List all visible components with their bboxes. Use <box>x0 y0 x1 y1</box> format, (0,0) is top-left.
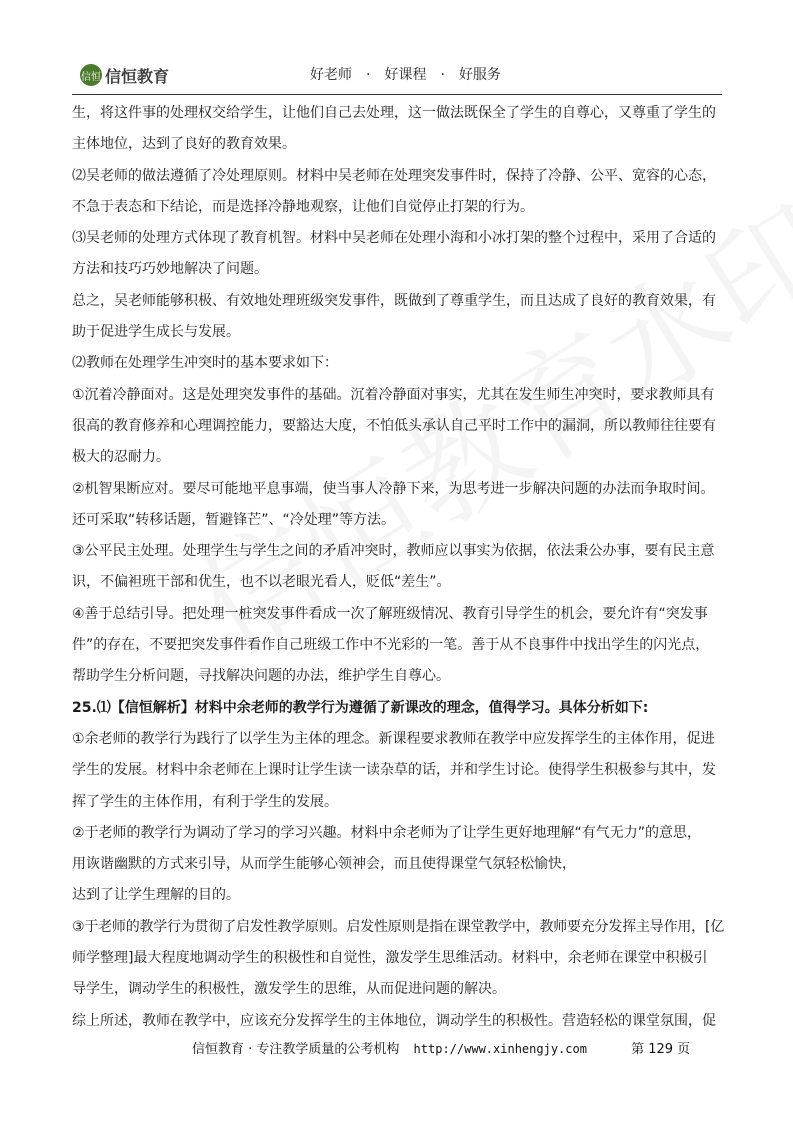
text-line: 帮助学生分析问题，寻找解决问题的办法，维护学生自尊心。 <box>72 668 450 685</box>
text-line: ⑵教师在处理学生冲突时的基本要求如下： <box>72 355 338 372</box>
text-line: 生，将这件事的处理权交给学生，让他们自己去处理，这一做法既保全了学生的自尊心，又尊重了学生的 <box>72 105 716 121</box>
text-line: 总之，吴老师能够积极、有效地处理班级突发事件，既做到了尊重学生，而且达成了良好的教育效果，有 <box>72 292 716 309</box>
text-line: ③公平民主处理。处理学生与学生之间的矛盾冲突时，教师应以事实为依据，依法秉公办事，要有民主意 <box>72 543 715 560</box>
question-heading: 25.⑴【信恒解析】材料中余老师的教学行为遵循了新课改的理念，值得学习。具体分析如下: <box>72 699 649 716</box>
text-line: ②于老师的教学行为调动了学习的学习兴趣。材料中余老师为了让学生更好地理解“有气无力”的意思， <box>72 824 702 841</box>
document-body <box>72 98 724 1037</box>
text-line: 不急于表态和下结论，而是选择冷静地观察，让他们自觉停止打架的行为。 <box>72 198 534 215</box>
text-line: ①余老师的教学行为践行了以学生为主体的理念。新课程要求教师在教学中应发挥学生的主体作用，促进 <box>72 730 715 747</box>
text-line: 方法和技巧巧妙地解决了问题。 <box>72 261 268 278</box>
footer-url-link[interactable]: http://www.xinhengjy.com <box>413 1042 587 1056</box>
text-line: ③于老师的教学行为贯彻了启发性教学原则。启发性原则是指在课堂教学中，教师要充分发挥主导作用，[亿 <box>72 918 725 935</box>
text-line: 极大的忍耐力。 <box>72 449 170 466</box>
text-line: ②机智果断应对。要尽可能地平息事端，使当事人冷静下来，为思考进一步解决问题的办法而争取时间。 <box>72 480 715 497</box>
text-line: 导学生，调动学生的积极性，激发学生的思维，从而促进问题的解决。 <box>72 981 506 998</box>
text-line: 综上所述，教师在教学中，应该充分发挥学生的主体地位，调动学生的积极性。营造轻松的课堂氛围，促 <box>72 1012 716 1029</box>
logo-icon: 信恒 <box>80 64 102 86</box>
text-line: 还可采取“转移话题，暂避锋芒”、“冷处理”等方法。 <box>72 511 396 528</box>
text-line: 师学整理]最大程度地调动学生的积极性和自觉性，激发学生思维活动。材料中，余老师在课堂中积极引 <box>72 950 708 967</box>
text-line: 识，不偏袒班干部和优生，也不以老眼光看人，贬低“差生”。 <box>72 574 451 591</box>
text-line: ⑵吴老师的做法遵循了冷处理原则。材料中吴老师在处理突发事件时，保持了冷静、公平、宽容的心态， <box>72 167 716 184</box>
text-line: 很高的教育修养和心理调控能力，要豁达大度，不怕低头承认自己平时工作中的漏洞，所以教师往往要有 <box>72 417 716 434</box>
page-footer <box>192 1038 690 1057</box>
text-line: 挥了学生的主体作用，有利于学生的发展。 <box>72 793 338 810</box>
text-line: 主体地位，达到了良好的教育效果。 <box>72 136 296 153</box>
header-slogan: 好老师 · 好课程 · 好服务 <box>310 67 501 83</box>
page-number: 第 129 页 <box>631 1042 691 1057</box>
logo-text: 信恒教育 <box>105 66 170 86</box>
text-line: ①沉着冷静面对。这是处理突发事件的基础。沉着冷静面对事实，尤其在发生师生冲突时，要求教师具有 <box>72 386 715 403</box>
text-line: 助于促进学生成长与发展。 <box>72 324 240 341</box>
text-line: 学生的发展。材料中余老师在上课时让学生读一读杂草的话，并和学生讨论。使得学生积极参与其中，发 <box>72 762 716 779</box>
text-line: 达到了让学生理解的目的。 <box>72 887 240 904</box>
text-line: 用诙谐幽默的方式来引导，从而学生能够心领神会，而且使得课堂气氛轻松愉快， <box>72 856 576 873</box>
text-line: 件”的存在，不要把突发事件看作自己班级工作中不光彩的一笔。善于从不良事件中找出学生的闪光点， <box>72 637 710 654</box>
text-line: ⑶吴老师的处理方式体现了教育机智。材料中吴老师在处理小海和小冰打架的整个过程中，采用了合适的 <box>72 230 716 247</box>
footer-org: 信恒教育 · 专注教学质量的公考机构 <box>192 1042 400 1057</box>
page-header <box>72 58 722 95</box>
logo <box>80 62 169 88</box>
text-line: ④善于总结引导。把处理一桩突发事件看成一次了解班级情况、教育引导学生的机会，要允许有“突发事 <box>72 605 708 622</box>
